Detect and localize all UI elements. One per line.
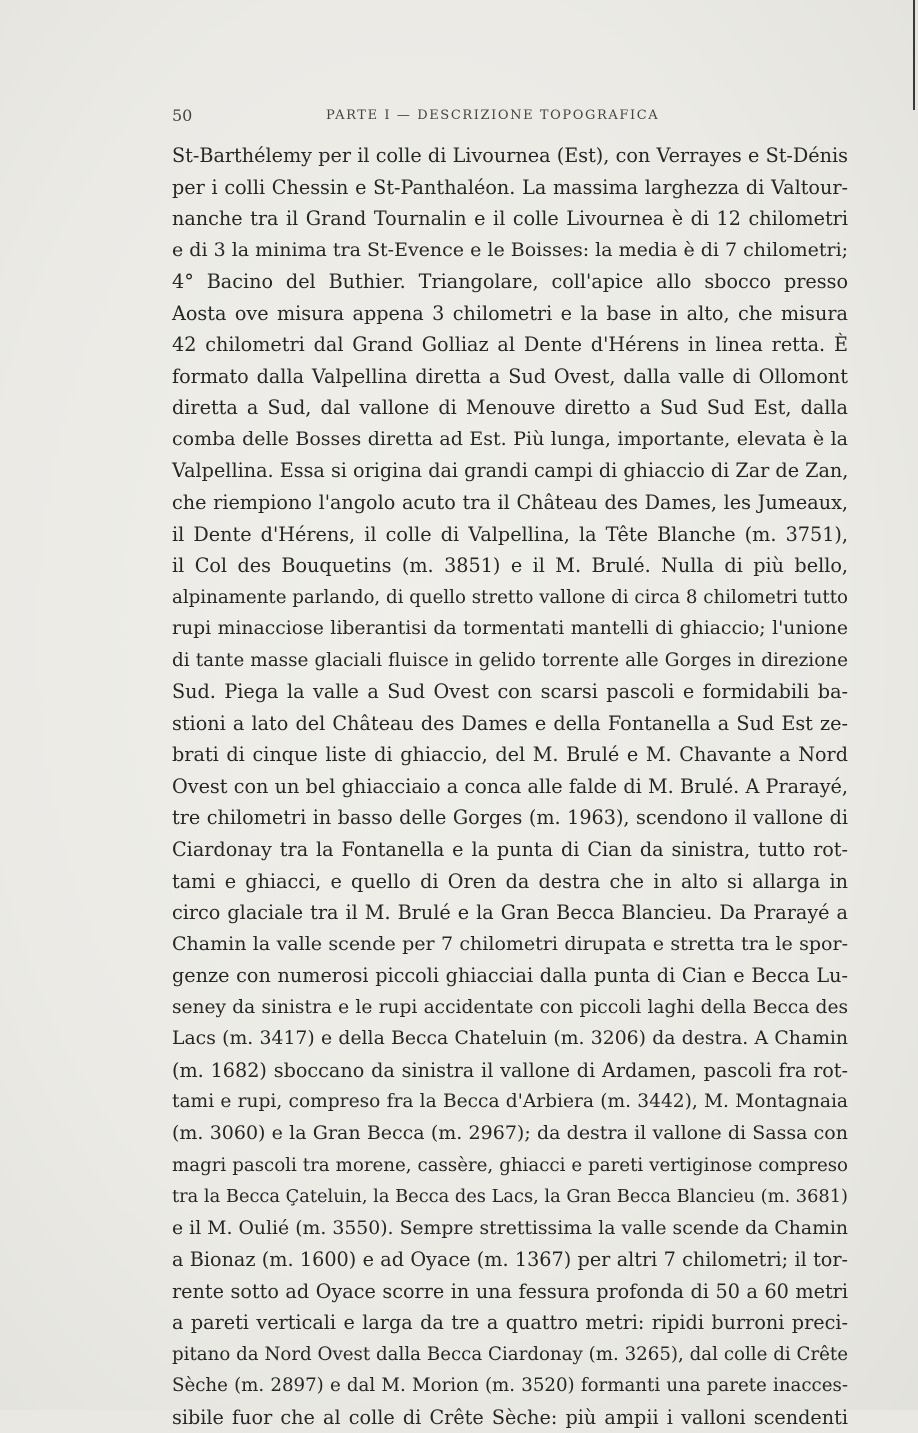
- text-line: rupi minacciose liberantisi da tormentati mantelli di ghiaccio; l'unione: [172, 618, 848, 640]
- text-line: Ciardonay tra la Fontanella e la punta di Cian da sinistra, tutto rot-: [172, 838, 848, 862]
- running-title: PARTE I — DESCRIZIONE TOPOGRAFICA: [326, 108, 660, 123]
- text-line: tre chilometri in basso delle Gorges (m. 1963), scendono il vallone di: [172, 806, 848, 830]
- body-paragraph: [172, 140, 848, 1433]
- text-line: a Bionaz (m. 1600) e ad Oyace (m. 1367) per altri 7 chilometri; il tor-: [172, 1248, 848, 1272]
- text-line: Sud. Piega la valle a Sud Ovest con scarsi pascoli e formidabili ba-: [172, 680, 848, 704]
- text-line: brati di cinque liste di ghiaccio, del M. Brulé e M. Chavante a Nord: [172, 743, 848, 767]
- text-line: (m. 3060) e la Gran Becca (m. 2967); da destra il vallone di Sassa con: [172, 1121, 848, 1144]
- text-line: Sèche (m. 2897) e dal M. Morion (m. 3520) formanti una parete inacces-: [172, 1375, 848, 1397]
- text-line: rente sotto ad Oyace scorre in una fessura profonda di 50 a 60 metri: [172, 1279, 848, 1303]
- text-line: tra la Becca Çateluin, la Becca des Lacs, la Gran Becca Blancieu (m. 3681): [172, 1186, 848, 1208]
- page-header: [172, 106, 848, 130]
- text-line: Ovest con un bel ghiacciaio a conca alle falde di M. Brulé. A Prarayé,: [172, 774, 848, 798]
- text-line: tami e rupi, compreso fra la Becca d'Arbiera (m. 3442), M. Montagnaia: [172, 1091, 848, 1113]
- text-line: seney da sinistra e le rupi accidentate con piccoli laghi della Becca des: [172, 996, 848, 1018]
- text-line: pitano da Nord Ovest dalla Becca Ciardonay (m. 3265), dal colle di Crête: [172, 1343, 848, 1365]
- text-line: sibile fuor che al colle di Crête Sèche: più ampii i valloni scendenti: [172, 1405, 848, 1429]
- text-line: Lacs (m. 3417) e della Becca Chateluin (m. 3206) da destra. A Chamin: [172, 1028, 848, 1050]
- text-line: il Col des Bouquetins (m. 3851) e il M. Brulé. Nulla di più bello,: [172, 554, 848, 578]
- text-line: diretta a Sud, dal vallone di Menouve diretto a Sud Sud Est, dalla: [172, 396, 848, 420]
- page-edge-shadow: [913, 0, 915, 110]
- text-line: 4° Bacino del Buthier. Triangolare, coll'apice allo sbocco presso: [172, 270, 848, 294]
- text-line: genze con numerosi piccoli ghiacciai dalla punta di Cian e Becca Lu-: [172, 964, 848, 988]
- text-line: a pareti verticali e larga da tre a quattro metri: ripidi burroni preci-: [172, 1311, 848, 1335]
- text-line: di tante masse glaciali fluisce in gelido torrente alle Gorges in direzione: [172, 649, 848, 671]
- text-line: e il M. Oulié (m. 3550). Sempre strettissima la valle scende da Chamin: [172, 1217, 848, 1239]
- text-line: Valpellina. Essa si origina dai grandi campi di ghiaccio di Zar de Zan,: [172, 459, 849, 483]
- page-number: 50: [172, 106, 193, 125]
- text-line: (m. 1682) sboccano da sinistra il vallone di Ardamen, pascoli fra rot-: [172, 1058, 848, 1082]
- text-line: St-Barthélemy per il colle di Livournea (Est), con Verrayes e St-Dénis: [172, 144, 848, 167]
- text-line: magri pascoli tra morene, cassère, ghiacci e pareti vertiginose compreso: [172, 1154, 848, 1176]
- text-line: stioni a lato del Château des Dames e della Fontanella a Sud Est ze-: [172, 711, 848, 735]
- text-line: formato dalla Valpellina diretta a Sud Ovest, dalla valle di Ollomont: [172, 364, 848, 388]
- text-line: alpinamente parlando, di quello stretto vallone di circa 8 chilometri tutto: [172, 586, 848, 608]
- text-line: circo glaciale tra il M. Brulé e la Gran Becca Blancieu. Da Prarayé a: [172, 901, 848, 925]
- text-line: Aosta ove misura appena 3 chilometri e la base in alto, che misura: [172, 301, 848, 325]
- text-line: che riempiono l'angolo acuto tra il Château des Dames, les Jumeaux,: [172, 491, 848, 515]
- text-line: per i colli Chessin e St-Panthaléon. La massima larghezza di Valtour-: [172, 175, 848, 199]
- text-line: comba delle Bosses diretta ad Est. Più lunga, importante, elevata è la: [172, 427, 848, 450]
- text-line: il Dente d'Hérens, il colle di Valpellina, la Tête Blanche (m. 3751),: [172, 522, 848, 546]
- text-line: e di 3 la minima tra St-Evence e le Boisses: la media è di 7 chilometri;: [172, 238, 849, 261]
- text-line: Chamin la valle scende per 7 chilometri dirupata e stretta tra le spor-: [172, 932, 848, 955]
- text-line: 42 chilometri dal Grand Golliaz al Dente d'Hérens in linea retta. È: [172, 333, 848, 357]
- text-line: nanche tra il Grand Tournalin e il colle Livournea è di 12 chilometri: [172, 207, 848, 231]
- text-line: tami e ghiacci, e quello di Oren da destra che in alto si allarga in: [172, 869, 848, 893]
